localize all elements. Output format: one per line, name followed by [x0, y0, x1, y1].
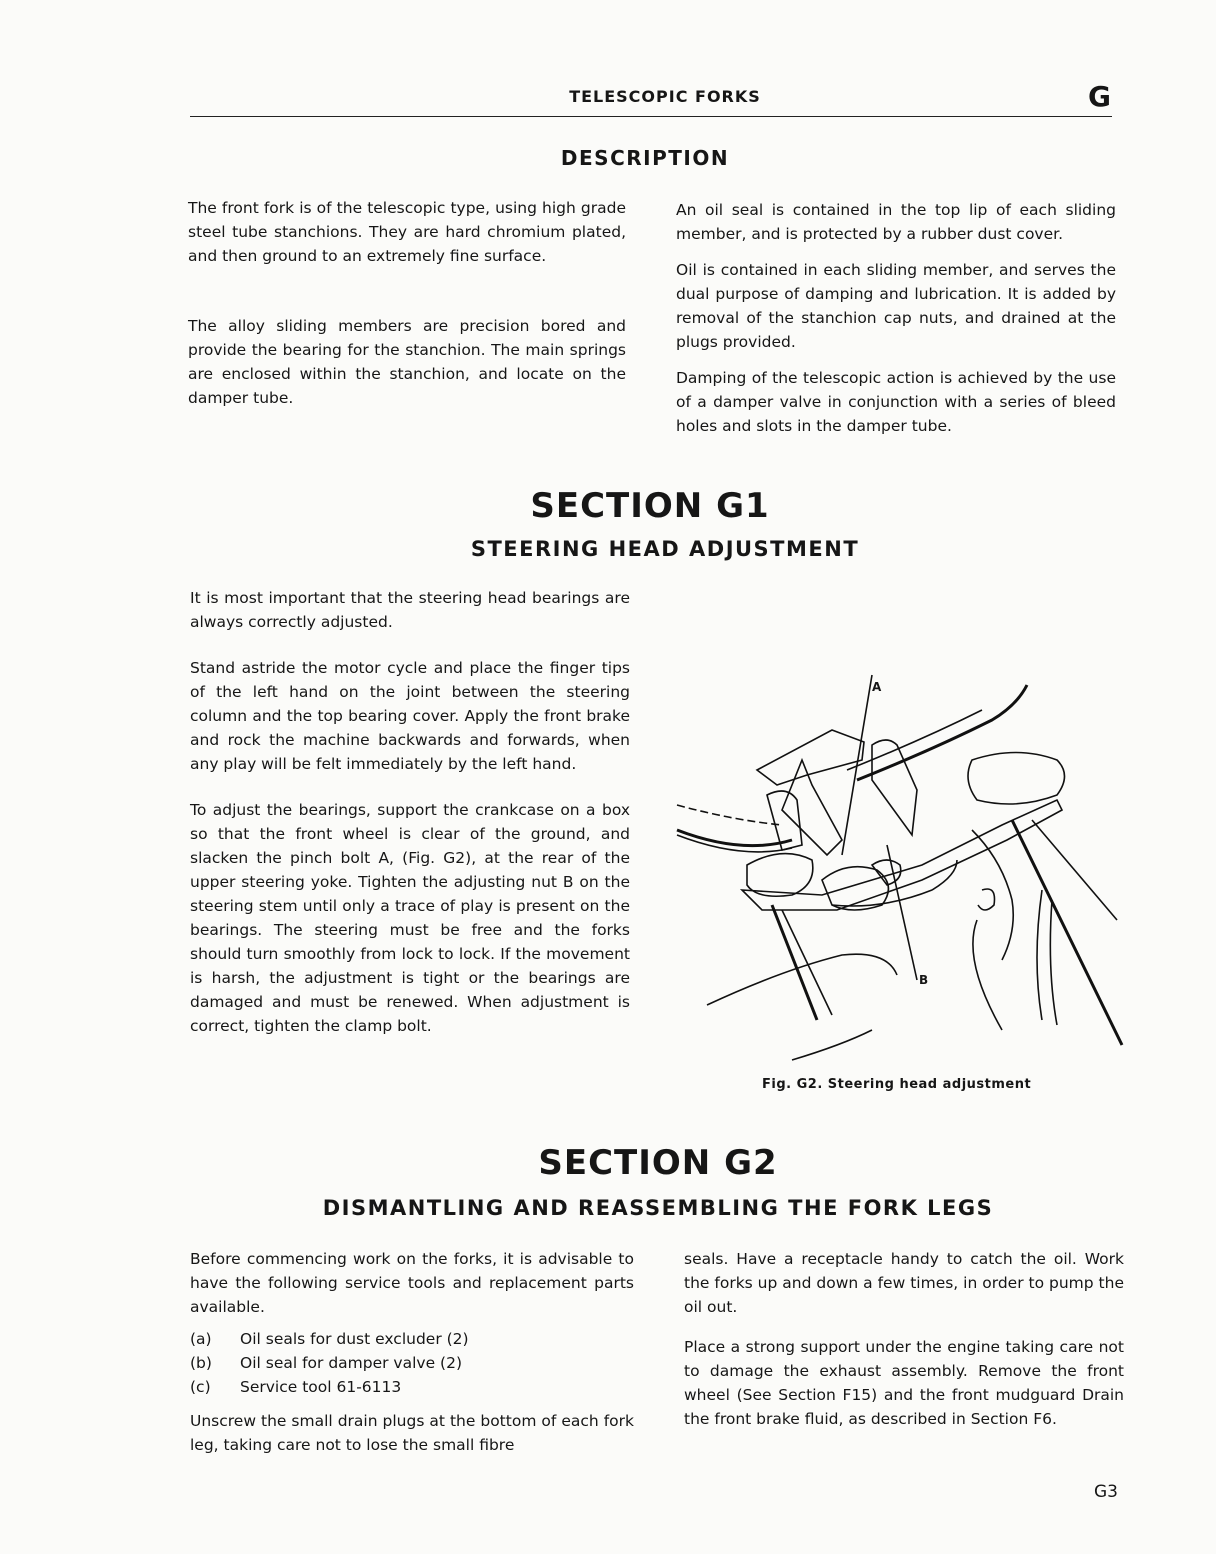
paragraph: Unscrew the small drain plugs at the bottom of each fork leg, taking care not to lose the small fibre — [190, 1412, 634, 1454]
item-key: (c) — [190, 1378, 211, 1396]
paragraph: seals. Have a receptacle handy to catch the oil. Work the forks up and down a few times, in order to pump the oil out. — [684, 1250, 1124, 1316]
section-g1-title: SECTION G1 — [530, 486, 770, 526]
section-g1-text — [190, 586, 630, 1038]
list-item — [190, 1327, 634, 1351]
item-key: (b) — [190, 1354, 212, 1372]
steering-head-illustration — [672, 660, 1127, 1070]
section-g2-right-column — [684, 1247, 1124, 1431]
page-number: G3 — [1094, 1482, 1118, 1502]
list-item — [190, 1375, 634, 1399]
item-key: (a) — [190, 1330, 212, 1348]
figure-caption: Fig. G2. Steering head adjustment — [762, 1077, 1032, 1092]
paragraph: The alloy sliding members are precision bored and provide the bearing for the stanchion. The main springs are enclosed within the stanchion, and locate on the damper tube. — [188, 317, 626, 407]
paragraph: An oil seal is contained in the top lip of each sliding member, and is protected by a rubber dust cover. — [676, 201, 1116, 243]
callout-label-b: B — [919, 973, 929, 987]
callout-label-a: A — [872, 680, 882, 694]
description-left-column — [188, 196, 626, 410]
paragraph: To adjust the bearings, support the crankcase on a box so that the front wheel is clear of the ground, and slacken the pinch bolt A, (Fig. G2), at the rear of the upper steering yoke. Tighten the adjusting nut B on the steering stem until only a trace of play is present on the bearings. The steering must be free and the forks should turn smoothly from lock to lock. If the movement is harsh, the adjustment is tight or the bearings are damaged and must be renewed. When adjustment is correct, tighten the clamp bolt. — [190, 801, 630, 1035]
section-g1-subtitle: STEERING HEAD ADJUSTMENT — [470, 537, 860, 561]
paragraph: Damping of the telescopic action is achieved by the use of a damper valve in conjunction with a series of bleed holes and slots in the damper tube. — [676, 369, 1116, 435]
paragraph: Before commencing work on the forks, it is advisable to have the following service tools and replacement parts available. — [190, 1250, 634, 1316]
running-header: TELESCOPIC FORKS — [569, 87, 761, 106]
paragraph: Stand astride the motor cycle and place the finger tips of the left hand on the joint between the steering column and the top bearing cover. Apply the front brake and rock the machine backwards and forwards, when any play will be felt immediately by the left hand. — [190, 659, 630, 773]
paragraph: The front fork is of the telescopic type, using high grade steel tube stanchions. They are hard chromium plated, and then ground to an extremely fine surface. — [188, 199, 626, 265]
paragraph: Place a strong support under the engine taking care not to damage the exhaust assembly. Remove the front wheel (See Section F15) and the front mudguard Drain the front brake fluid, as described in Section F6. — [684, 1338, 1124, 1428]
item-text: Oil seal for damper valve (2) — [240, 1354, 463, 1372]
figure-g2-steering-head — [672, 660, 1127, 1070]
section-g2-left-column — [190, 1247, 634, 1457]
section-g2-subtitle: DISMANTLING AND REASSEMBLING THE FORK LEGS — [322, 1196, 994, 1220]
header-rule — [190, 116, 1112, 117]
paragraph: It is most important that the steering head bearings are always correctly adjusted. — [190, 589, 630, 631]
item-text: Service tool 61-6113 — [240, 1378, 402, 1396]
parts-list — [190, 1327, 634, 1399]
list-item — [190, 1351, 634, 1375]
item-text: Oil seals for dust excluder (2) — [240, 1330, 469, 1348]
paragraph: Oil is contained in each sliding member, and serves the dual purpose of damping and lubrication. It is added by removal of the stanchion cap nuts, and drained at the plugs provided. — [676, 261, 1116, 351]
section-g2-title: SECTION G2 — [538, 1143, 778, 1183]
section-letter: G — [1088, 80, 1111, 113]
description-heading: DESCRIPTION — [560, 146, 730, 170]
description-right-column — [676, 198, 1116, 438]
